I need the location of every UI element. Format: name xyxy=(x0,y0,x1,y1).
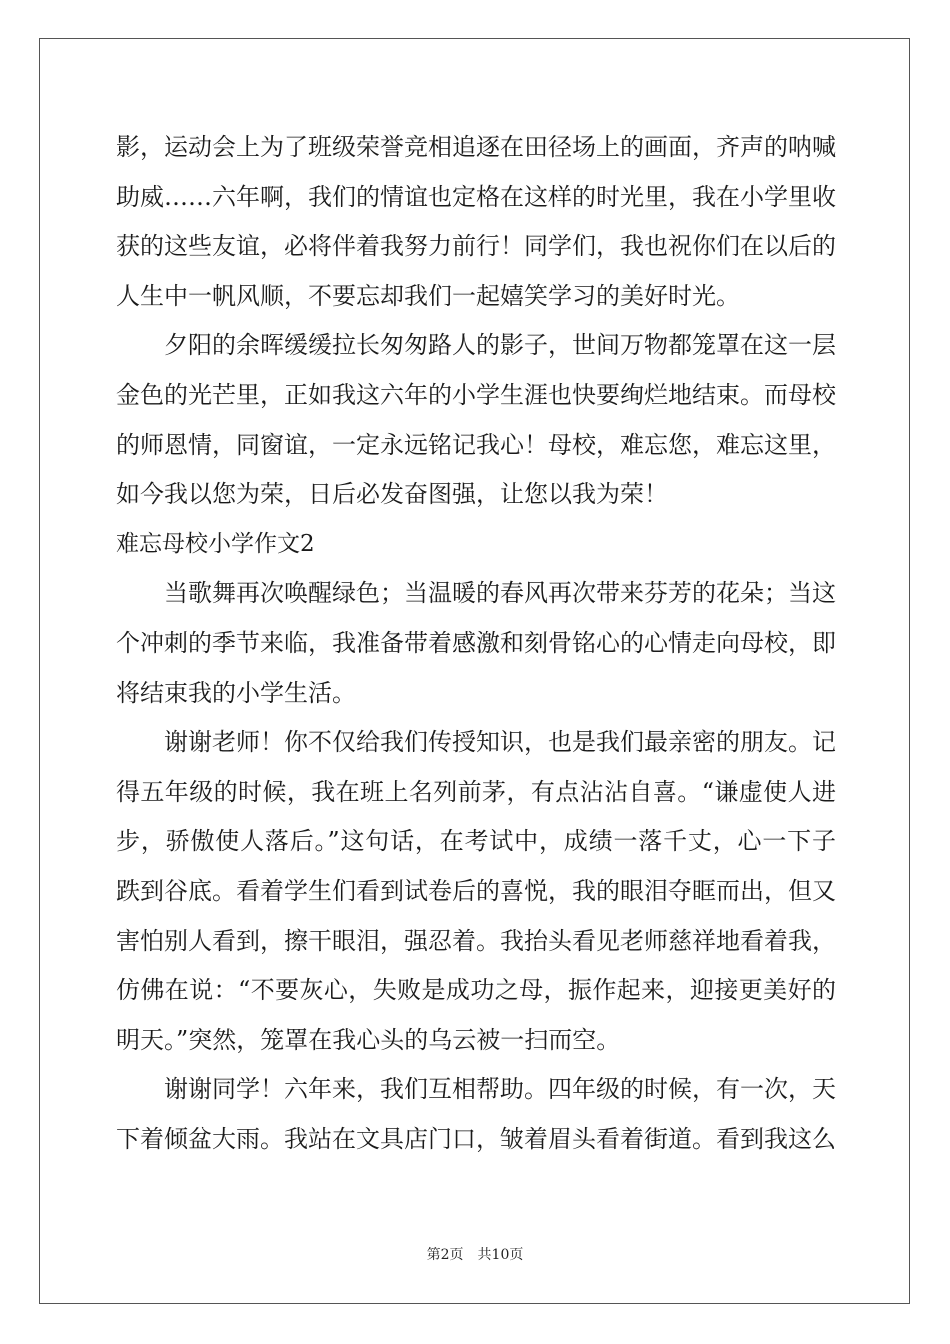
text-line: 下着倾盆大雨。我站在文具店门口，皱着眉头看着街道。看到我这么 xyxy=(116,1124,836,1153)
paragraph-first-line: 谢谢老师！你不仅给我们传授知识，也是我们最亲密的朋友。记 xyxy=(164,728,836,757)
section-heading: 难忘母校小学作文2 xyxy=(116,530,315,557)
text-line: 如今我以您为荣，日后必发奋图强，让您以我为荣！ xyxy=(116,480,668,509)
paragraph-first-line: 谢谢同学！六年来，我们互相帮助。四年级的时候，有一次，天 xyxy=(164,1075,836,1104)
text-line: 个冲刺的季节来临，我准备带着感激和刻骨铭心的心情走向母校，即 xyxy=(116,628,836,657)
text-line: 获的这些友谊，必将伴着我努力前行！同学们，我也祝你们在以后的 xyxy=(116,232,836,261)
paragraph-first-line: 当歌舞再次唤醒绿色；当温暖的春风再次带来芬芳的花朵；当这 xyxy=(164,579,836,608)
page-footer xyxy=(0,1244,950,1264)
text-line: 的师恩情，同窗谊，一定永远铭记我心！母校，难忘您，难忘这里， xyxy=(116,430,836,459)
paragraph-first-line: 夕阳的余晖缓缓拉长匆匆路人的影子，世间万物都笼罩在这一层 xyxy=(164,331,836,360)
text-line: 跌到谷底。看着学生们看到试卷后的喜悦，我的眼泪夺眶而出，但又 xyxy=(116,876,836,905)
text-line: 助威……六年啊，我们的情谊也定格在这样的时光里，我在小学里收 xyxy=(116,182,836,211)
document-body xyxy=(116,129,836,1170)
text-line: 得五年级的时候，我在班上名列前茅，有点沾沾自喜。“谦虚使人进 xyxy=(116,777,836,806)
text-line: 明天。”突然，笼罩在我心头的乌云被一扫而空。 xyxy=(116,1025,621,1054)
text-line: 仿佛在说：“不要灰心，失败是成功之母，振作起来，迎接更美好的 xyxy=(116,976,836,1005)
text-line: 金色的光芒里，正如我这六年的小学生涯也快要绚烂地结束。而母校 xyxy=(116,380,836,409)
text-line: 害怕别人看到，擦干眼泪，强忍着。我抬头看见老师慈祥地看着我， xyxy=(116,926,836,955)
page-total: 共10页 xyxy=(477,1247,524,1263)
text-line: 人生中一帆风顺，不要忘却我们一起嬉笑学习的美好时光。 xyxy=(116,281,740,310)
text-line: 将结束我的小学生活。 xyxy=(116,678,356,707)
text-line: 步，骄傲使人落后。”这句话，在考试中，成绩一落千丈，心一下子 xyxy=(116,827,836,856)
page-number: 第2页 xyxy=(426,1247,464,1263)
text-line: 影，运动会上为了班级荣誉竞相追逐在田径场上的画面，齐声的呐喊 xyxy=(116,133,836,161)
